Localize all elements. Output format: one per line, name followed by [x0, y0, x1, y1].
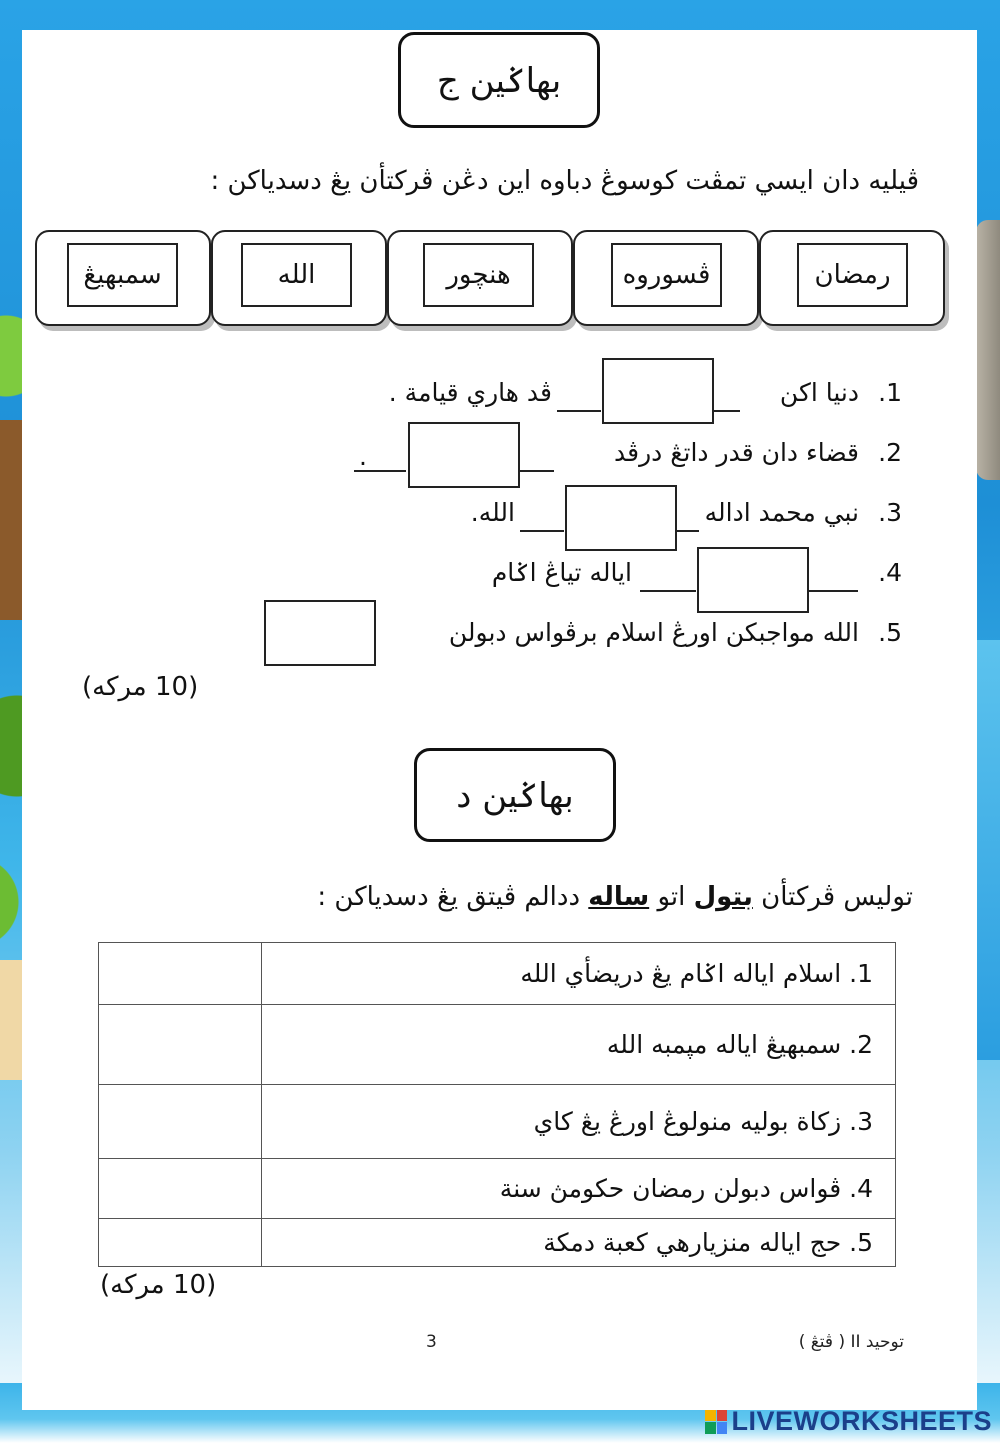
section-c-marks: (10 مركه): [82, 672, 199, 702]
background-rock: [976, 220, 1000, 480]
word-bank-cell: [387, 230, 573, 326]
brand-name: LIVEWORKSHEETS: [731, 1406, 992, 1436]
section-d-instruction: توليس ڤركتأن بتول اتو ساله ددالم ڤيتق يڠ دسدياكن :: [317, 882, 913, 912]
question-3-number: 3.: [878, 498, 902, 527]
answer-cell-5[interactable]: [99, 1219, 262, 1267]
table-row: [99, 1159, 896, 1219]
word-bank-item: سمبهيڠ: [67, 243, 178, 307]
statement-1: 1. اسلام اياله اݢام يڠ دريضأي الله: [262, 943, 896, 1005]
question-1-text-after: ڤد هاري قيامة .: [388, 378, 552, 407]
word-bank-cell: [35, 230, 211, 326]
table-row: [99, 1005, 896, 1085]
answer-underline: [808, 590, 858, 592]
question-3-text-before: نبي محمد اداله: [704, 498, 859, 527]
page-number: 3: [426, 1332, 437, 1352]
answer-box-4[interactable]: [697, 547, 809, 613]
false-word: ساله: [588, 882, 650, 912]
table-row: [99, 1219, 896, 1267]
table-row: [99, 1085, 896, 1159]
question-2-text-before: قضاء دان قدر داتڠ درڤد: [614, 438, 859, 467]
statement-4: 4. ڤواس دبولن رمضان حكومڽ سنة: [262, 1159, 896, 1219]
background-tree-trunk: [0, 420, 22, 620]
word-bank-item: هنچور: [423, 243, 534, 307]
word-bank-item: الله: [241, 243, 352, 307]
question-2-number: 2.: [878, 438, 902, 467]
answer-underline: [640, 590, 696, 592]
liveworksheets-logo-icon: [705, 1410, 727, 1434]
word-bank-item: ڤسوروه: [611, 243, 722, 307]
word-bank-cell: [211, 230, 387, 326]
answer-box-2[interactable]: [408, 422, 520, 488]
word-bank-cell: [573, 230, 759, 326]
answer-cell-2[interactable]: [99, 1005, 262, 1085]
answer-box-1[interactable]: [602, 358, 714, 424]
question-3-text-after: الله.: [470, 498, 515, 527]
answer-cell-4[interactable]: [99, 1159, 262, 1219]
answer-underline: [520, 530, 564, 532]
section-d-title: بهاݢين د: [414, 748, 616, 842]
answer-box-5[interactable]: [264, 600, 376, 666]
answer-underline: [712, 410, 740, 412]
liveworksheets-logo[interactable]: [705, 1406, 992, 1437]
question-5-text-before: الله مواجبكن اورڠ اسلام برڤواس دبولن: [448, 618, 859, 647]
true-false-table: [98, 942, 896, 1267]
section-c-instruction: ڤيليه دان ايسي تمڤت كوسوڠ دباوه اين دڠن ڤركتأن يڠ دسدياكن :: [210, 166, 919, 196]
question-1-text-before: دنيا اكن: [779, 378, 859, 407]
word-bank: [35, 230, 943, 326]
answer-box-3[interactable]: [565, 485, 677, 551]
answer-cell-3[interactable]: [99, 1085, 262, 1159]
answer-underline: [675, 530, 699, 532]
section-c-title: بهاݢين ج: [398, 32, 600, 128]
true-word: بتول: [693, 882, 753, 912]
answer-underline: [518, 470, 554, 472]
answer-underline: [557, 410, 601, 412]
word-bank-cell: [759, 230, 945, 326]
footer-subject: توحيد II ( ڤتڠ ): [798, 1332, 904, 1352]
question-4-text-after: اياله تياڠ اݢام: [491, 558, 632, 587]
table-row: [99, 943, 896, 1005]
section-d-marks: (10 مركه): [100, 1270, 217, 1300]
answer-cell-1[interactable]: [99, 943, 262, 1005]
background-sea: [976, 640, 1000, 1060]
statement-2: 2. سمبهيڠ اياله مپمبه الله: [262, 1005, 896, 1085]
question-5-number: 5.: [878, 618, 902, 647]
word-bank-item: رمضان: [797, 243, 908, 307]
statement-3: 3. زكاة بوليه منولوڠ اورڠ يڠ كاي: [262, 1085, 896, 1159]
question-4-number: 4.: [878, 558, 902, 587]
question-1-number: 1.: [878, 378, 902, 407]
question-2-text-after: .: [359, 442, 367, 471]
statement-5: 5. حج اياله منزيارهي كعبة دمكة: [262, 1219, 896, 1267]
